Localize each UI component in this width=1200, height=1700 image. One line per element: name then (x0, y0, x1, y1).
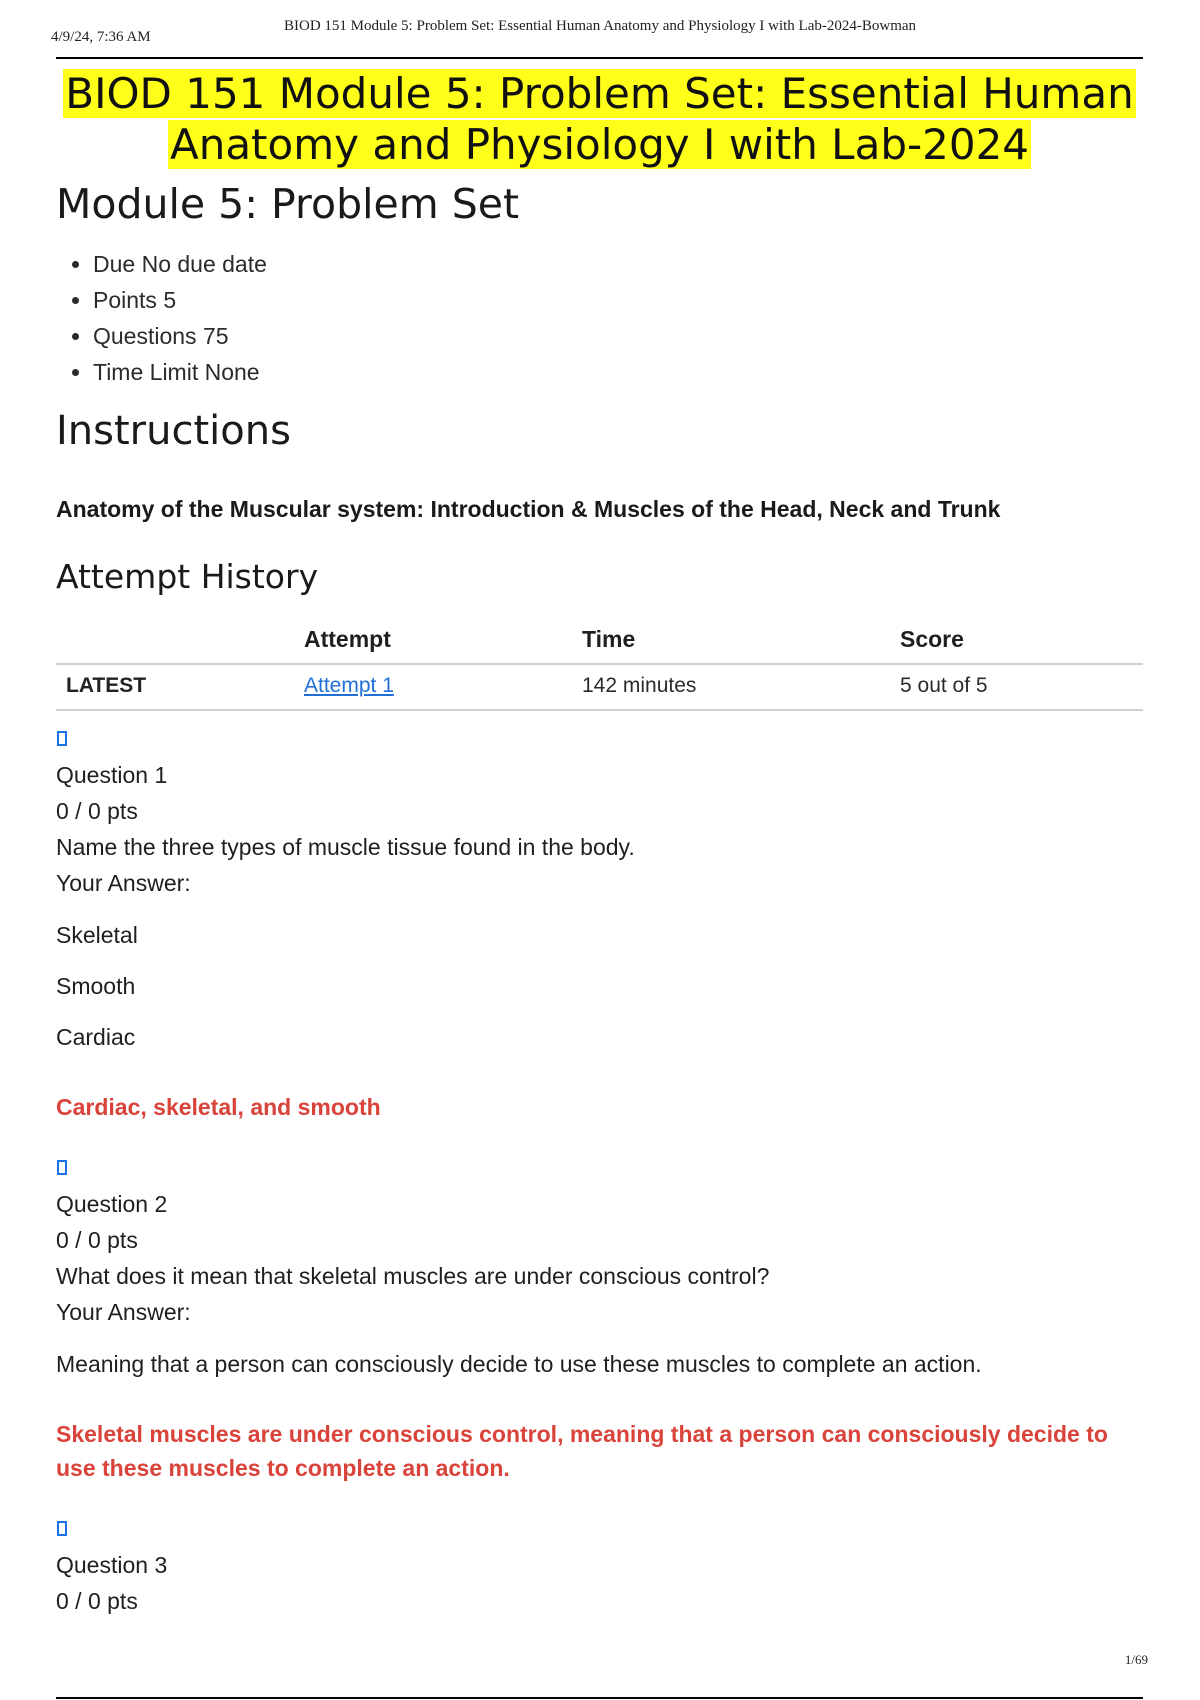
question-flag-icon[interactable] (57, 731, 67, 746)
page-number: 1/69 (1124, 1652, 1148, 1667)
print-date: 4/9/24, 7:36 AM (51, 29, 151, 45)
quiz-meta-list (56, 246, 1143, 390)
attempt-history-heading: Attempt History (56, 557, 319, 596)
quiz-title: Module 5: Problem Set (56, 180, 520, 228)
question-flag-icon[interactable] (57, 1160, 67, 1175)
question-number: Question 2 (56, 1191, 168, 1217)
correct-answer: Cardiac, skeletal, and smooth (56, 1094, 381, 1120)
answer-text: Cardiac (56, 1024, 136, 1050)
table-row (56, 664, 1143, 710)
meta-due: • Due No due date (93, 246, 1143, 282)
attempt-link[interactable]: Attempt 1 (304, 674, 394, 697)
question-flag-icon[interactable] (57, 1521, 67, 1536)
question-points: 0 / 0 pts (56, 1227, 138, 1253)
question-number: Question 1 (56, 762, 168, 788)
correct-answer: Skeletal muscles are under conscious control, meaning that a person can consciously decide to use these muscles to complete an action. (56, 1421, 1108, 1481)
col-header-score: Score (900, 618, 1143, 664)
meta-points: • Points 5 (93, 282, 1143, 318)
col-header-attempt: Attempt (304, 618, 582, 664)
col-header-blank (56, 618, 304, 664)
header-divider (56, 57, 1143, 59)
page-title (56, 68, 1143, 170)
question-1 (56, 725, 1143, 1124)
question-points: 0 / 0 pts (56, 1588, 138, 1614)
attempt-history-table (56, 618, 1143, 711)
meta-questions: • Questions 75 (93, 318, 1143, 354)
footer-divider (56, 1697, 1143, 1699)
answer-label: Your Answer: (56, 870, 191, 896)
page-content (56, 62, 1143, 1619)
table-header-row (56, 618, 1143, 664)
question-points: 0 / 0 pts (56, 798, 138, 824)
question-prompt: Name the three types of muscle tissue found in the body. (56, 834, 635, 860)
question-number: Question 3 (56, 1552, 168, 1578)
answer-text: Smooth (56, 973, 136, 999)
attempt-score: 5 out of 5 (900, 664, 1143, 710)
instructions-text: Anatomy of the Muscular system: Introduction & Muscles of the Head, Neck and Trunk (56, 496, 1001, 522)
latest-label: LATEST (56, 664, 304, 710)
question-prompt: What does it mean that skeletal muscles are under conscious control? (56, 1263, 770, 1289)
instructions-heading: Instructions (56, 408, 291, 454)
print-header (0, 0, 1200, 60)
page-title-line-1: BIOD 151 Module 5: Problem Set: Essential Human (65, 69, 1134, 118)
meta-time-limit: • Time Limit None (93, 354, 1143, 390)
question-2 (56, 1154, 1143, 1485)
answer-text: Meaning that a person can consciously decide to use these muscles to complete an action. (56, 1351, 982, 1377)
page-title-line-2: Anatomy and Physiology I with Lab-2024 (169, 120, 1030, 169)
answer-text: Skeletal (56, 922, 138, 948)
col-header-time: Time (582, 618, 900, 664)
question-3 (56, 1515, 1143, 1619)
print-title: BIOD 151 Module 5: Problem Set: Essential Human Anatomy and Physiology I with Lab-2024-Bowman (283, 18, 917, 34)
answer-label: Your Answer: (56, 1299, 191, 1325)
attempt-time: 142 minutes (582, 664, 900, 710)
